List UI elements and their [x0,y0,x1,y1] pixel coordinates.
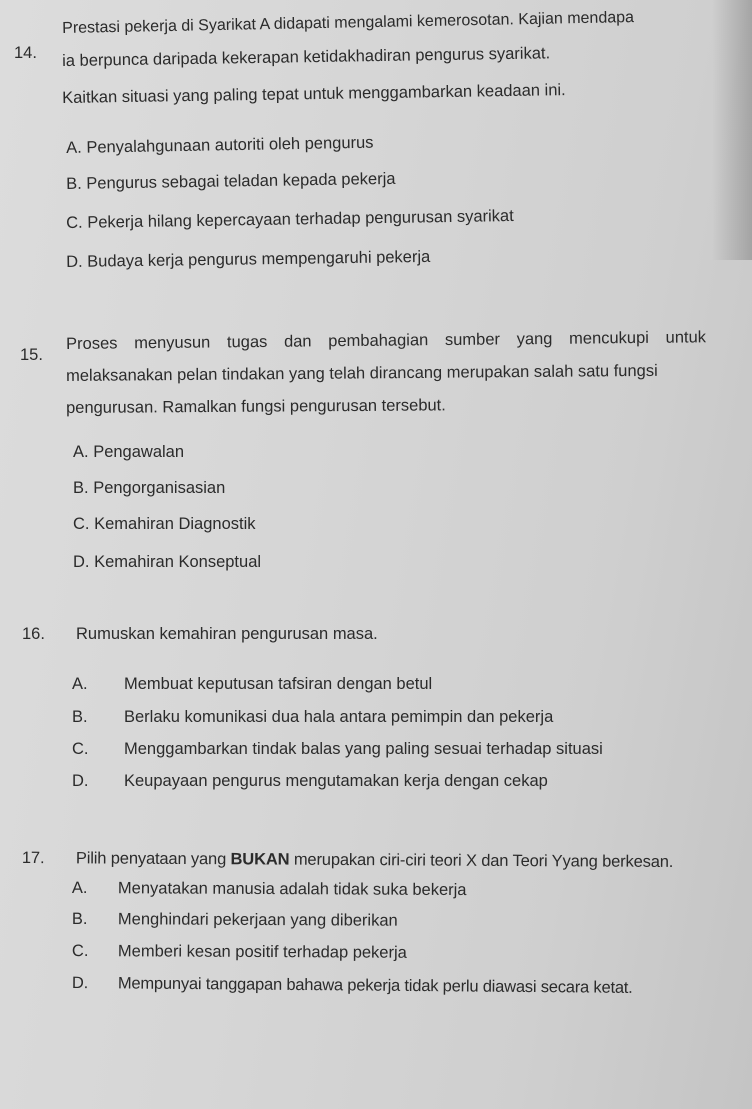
option-text: Mempunyai tanggapan bahawa pekerja tidak perlu diawasi secara ketat. [117,974,633,997]
option-c [72,941,407,963]
question-stem-line: Prestasi pekerja di Syarikat A didapati mengalami kemerosotan. Kajian mendapa [62,9,635,37]
option-text: Kemahiran Diagnostik [94,515,256,533]
option-label: B. [72,708,88,726]
question-stem-line: Kaitkan situasi yang paling tepat untuk menggambarkan keadaan ini. [62,81,566,107]
option-a [72,674,432,694]
option-a [66,133,374,158]
stem-word: sumber [444,330,501,350]
stem-word: Proses [66,334,118,353]
option-label: B. [71,910,88,929]
stem-word: yang [516,329,553,349]
stem-word: dan [283,332,312,351]
option-text: Memberi kesan positif terhadap pekerja [117,942,407,962]
question-number: 15. [20,346,43,364]
question-stem-line: pengurusan. Ramalkan fungsi pengurusan tersebut. [66,396,446,417]
option-text: Menggambarkan tindak balas yang paling sesuai terhadap situasi [124,740,603,758]
option-label: D. [73,553,90,571]
question-stem-line: melaksanakan pelan tindakan yang telah dirancang merupakan salah satu fungsi [66,361,658,385]
question-emphasis: BUKAN [230,850,290,869]
option-label: A. [66,138,82,157]
option-label: B. [66,174,82,193]
question-number: 16. [22,625,45,643]
option-text: Menghindari pekerjaan yang diberikan [117,910,398,930]
question-stem: Pilih penyataan yang [75,849,231,869]
question-stem-line [22,624,378,644]
option-a [72,878,467,900]
question-stem-line [22,848,673,872]
option-label: A. [72,675,88,693]
option-text: Pengurus sebagai teladan kepada pekerja [86,169,396,193]
option-a [73,442,184,462]
stem-word: mencukupi [569,328,649,348]
option-text: Budaya kerja pengurus mempengaruhi pekerja [87,247,431,271]
question-number: 14. [14,44,37,62]
option-b [72,909,398,931]
option-text: Pekerja hilang kepercayaan terhadap pengurusan syarikat [87,206,514,232]
question-number: 17. [21,849,45,868]
option-text: Membuat keputusan tafsiran dengan betul [124,675,433,693]
option-text: Pengawalan [93,443,185,461]
option-label: A. [71,879,88,898]
option-label: C. [73,515,90,533]
option-b [73,478,225,498]
stem-word: untuk [665,328,707,347]
option-b [72,707,553,727]
option-label: C. [72,740,89,758]
option-d [72,973,633,998]
option-b [66,169,396,194]
option-text: Menyatakan manusia adalah tidak suka bekerja [117,879,467,900]
option-label: A. [73,443,89,461]
stem-word: pembahagian [328,331,429,351]
option-text: Keupayaan pengurus mengutamakan kerja dengan cekap [124,772,548,790]
option-label: D. [72,772,89,790]
page-shadow [712,0,752,260]
question-stem: merupakan ciri-ciri teori X dan Teori Yyang berkesan. [289,850,674,871]
option-d [73,552,261,572]
option-c [73,514,256,534]
option-d [66,247,430,272]
option-text: Pengorganisasian [93,479,226,497]
stem-word: menyusun [134,333,211,353]
option-d [72,771,548,791]
option-label: D. [71,973,89,993]
option-label: C. [66,213,83,232]
stem-word: tugas [226,332,268,352]
option-text: Penyalahgunaan autoriti oleh pengurus [86,133,374,157]
option-label: C. [71,942,89,961]
question-stem-line [66,327,706,354]
question-stem-line: ia berpunca daripada kekerapan ketidakhadiran pengurus syarikat. [62,44,551,70]
option-text: Berlaku komunikasi dua hala antara pemimpin dan pekerja [124,708,554,726]
option-c [72,739,603,759]
option-label: D. [66,252,83,271]
option-c [66,206,514,233]
option-label: B. [73,479,89,497]
question-stem: Rumuskan kemahiran pengurusan masa. [76,625,378,643]
option-text: Kemahiran Konseptual [94,553,262,571]
